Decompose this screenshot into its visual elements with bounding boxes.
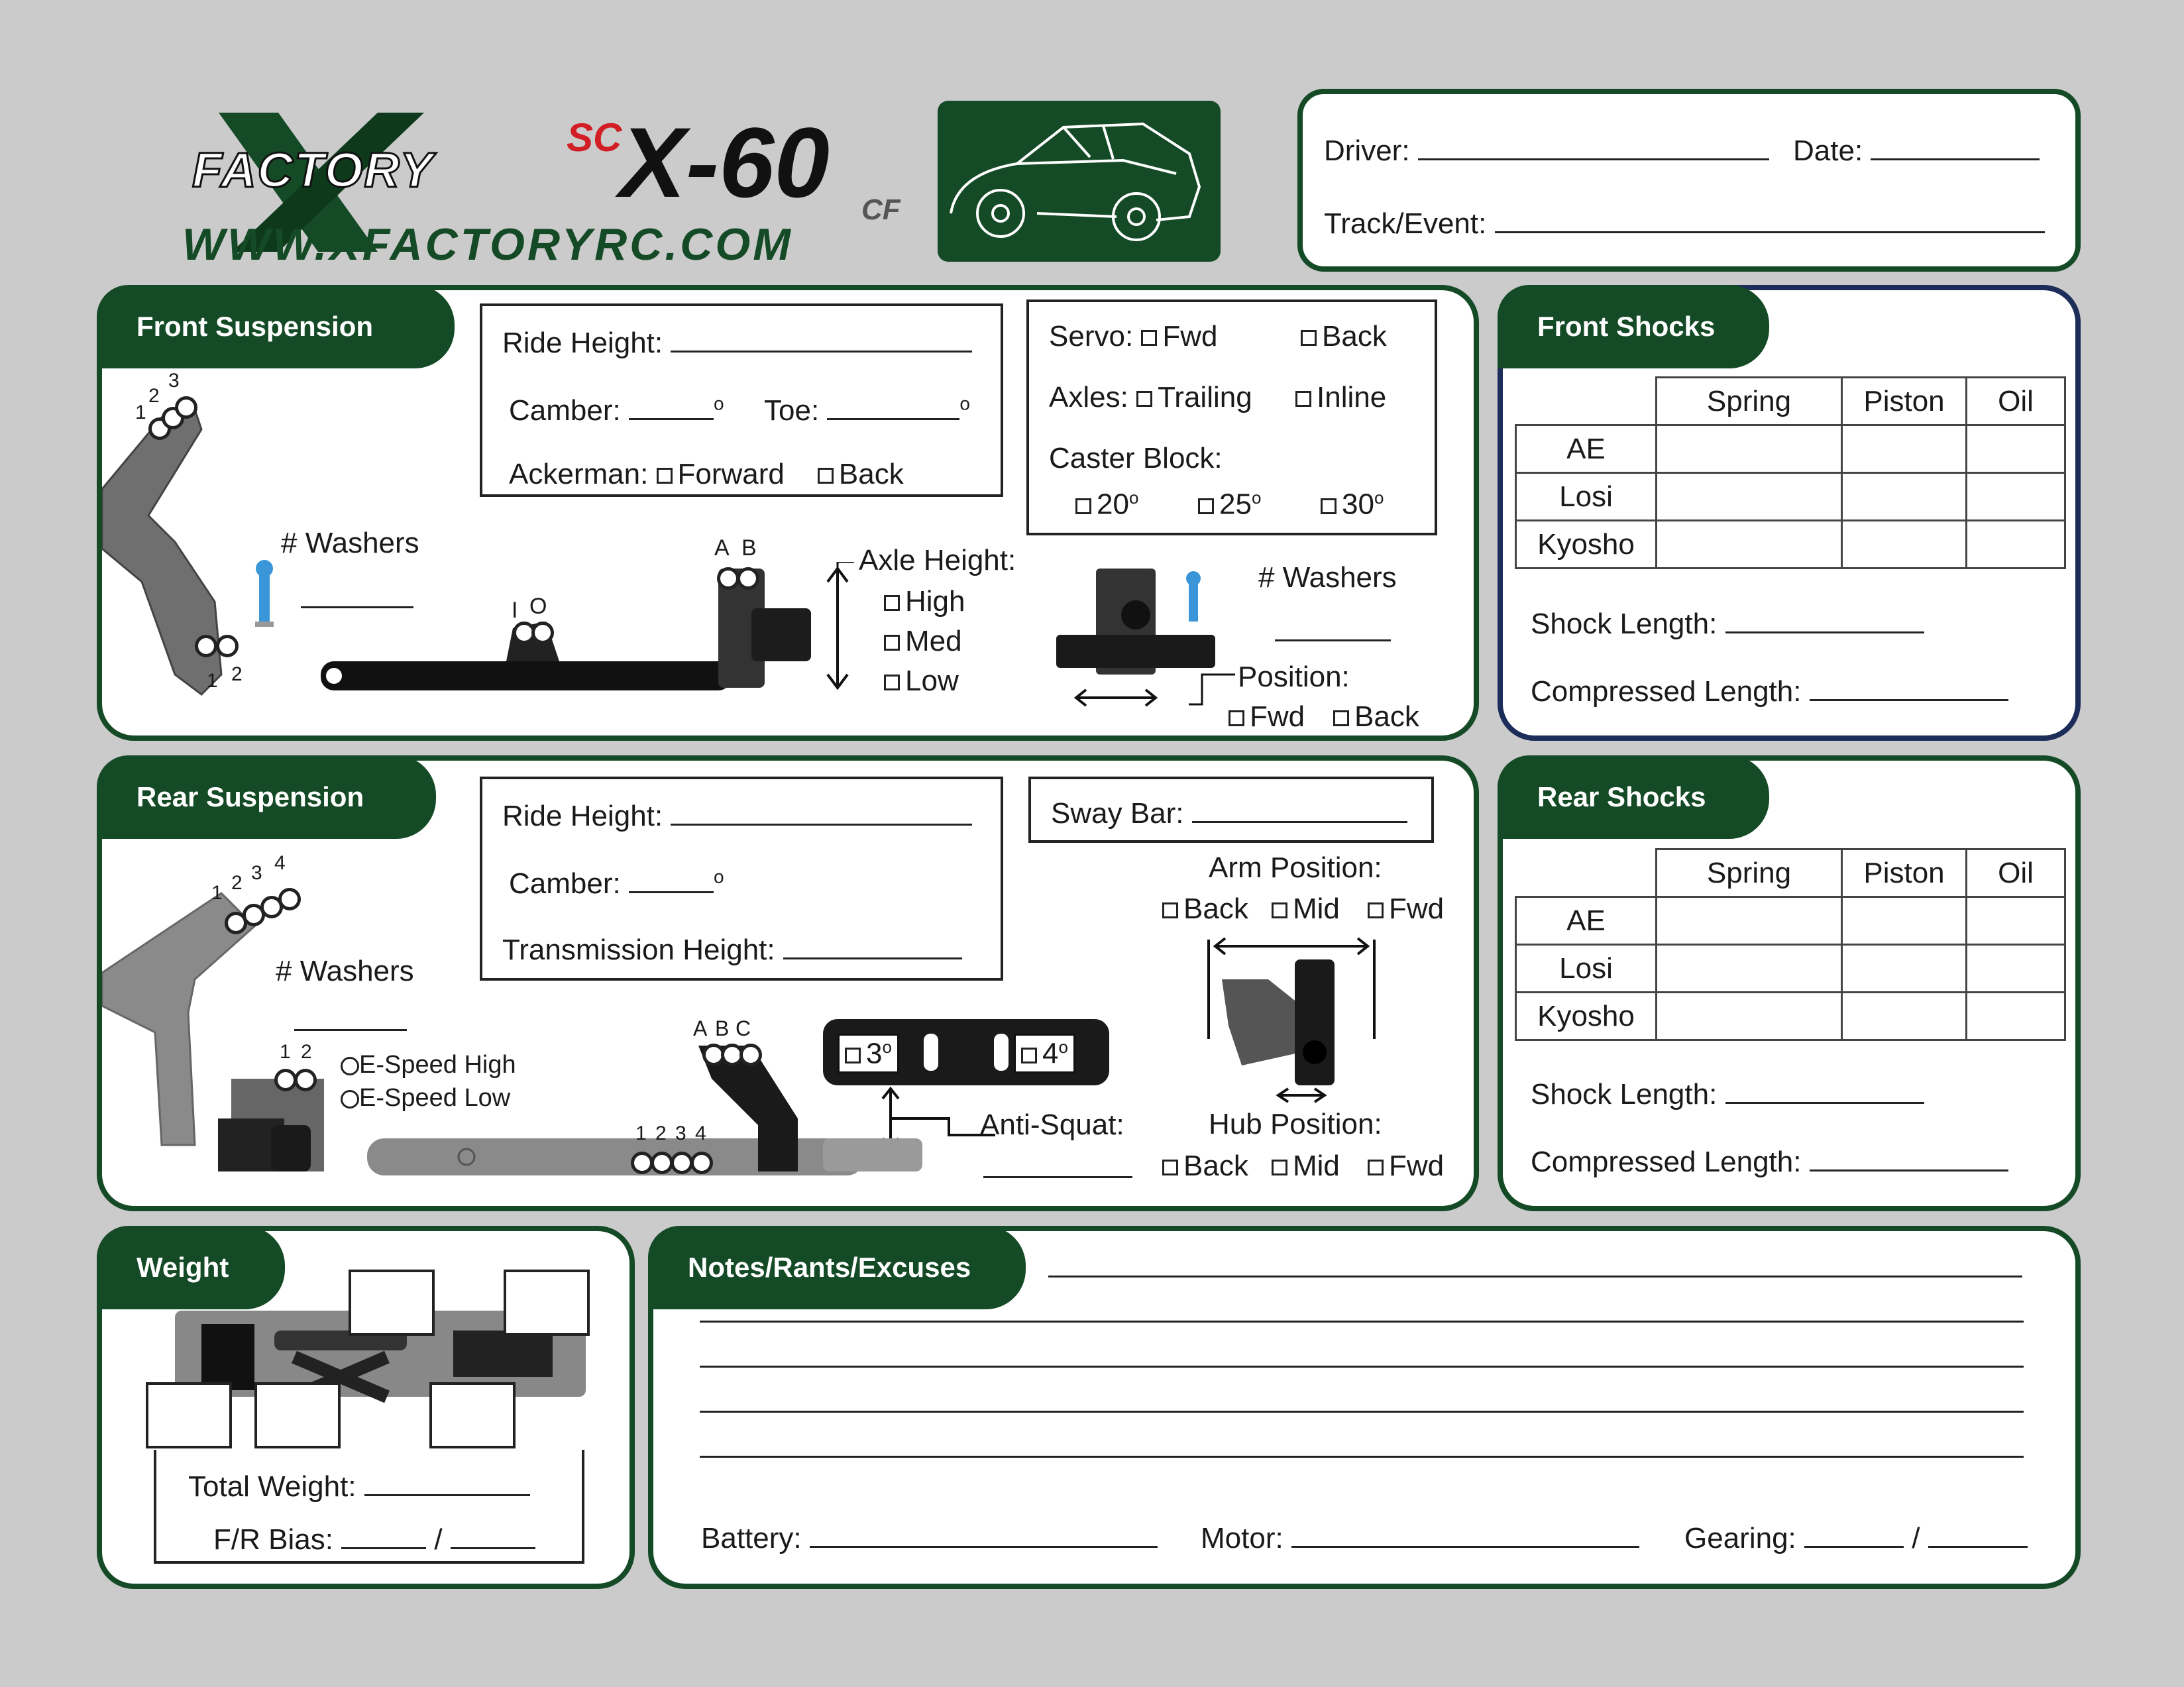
position-back-label: Back [1354, 700, 1419, 733]
trans-hole-2-label: 2 [301, 1041, 312, 1063]
servo-back-option [1301, 322, 1387, 351]
hub-hole-b [737, 567, 759, 590]
front-ride-height-field[interactable] [502, 326, 972, 358]
hub-b-label: B [741, 535, 757, 561]
axle-med-checkbox[interactable] [884, 635, 900, 651]
espeed-high-label: E-Speed High [359, 1051, 516, 1079]
sway-bar-box [1028, 777, 1434, 843]
front-servo-box [1026, 299, 1437, 535]
rear-tower-hole-4 [278, 888, 301, 910]
logo-model: X-60 [620, 107, 830, 218]
tower-hole-2-label: 2 [148, 385, 160, 407]
position-fwd-checkbox[interactable] [1228, 710, 1244, 726]
axle-med-option [884, 627, 962, 656]
anti-squat-slot [994, 1034, 1009, 1071]
ae-piston-cell[interactable] [1842, 425, 1967, 473]
arm-fwd-label: Fwd [1389, 893, 1445, 925]
arm-back-checkbox[interactable] [1162, 902, 1178, 918]
front-toe-label: Toe: [764, 394, 820, 427]
rear-shocks-title: Rear Shocks [1498, 755, 1769, 839]
track-field[interactable] [1324, 207, 2045, 239]
hub-back-option [1162, 1152, 1248, 1181]
anti-squat-4-option: 4$^o$ [1014, 1034, 1075, 1073]
rear-compressed-label: Compressed Length: [1531, 1146, 1802, 1178]
weight-box-bottom-center[interactable] [254, 1382, 341, 1448]
notes-line-5[interactable] [700, 1431, 2024, 1458]
axles-inline-checkbox[interactable] [1295, 391, 1311, 407]
tower-arm-hole-1-label: 1 [207, 670, 218, 692]
table-header-row [1516, 378, 2065, 425]
arm-mid-label: Mid [1293, 893, 1340, 925]
rear-suspension-panel [97, 755, 1479, 1211]
anti-squat-3-checkbox[interactable] [845, 1048, 861, 1063]
losi-oil-cell[interactable] [1967, 945, 2065, 993]
rear-tower-hole-3-label: 3 [251, 862, 262, 884]
col-spring: Spring [1657, 849, 1842, 897]
caster-30-label: 30 [1342, 488, 1374, 521]
ackerman-back-checkbox[interactable] [818, 468, 834, 484]
hub-mid-checkbox[interactable] [1272, 1160, 1287, 1175]
trans-height-label: Transmission Height: [502, 934, 775, 966]
bias-label: F/R Bias: [213, 1523, 333, 1556]
axle-high-label: High [905, 585, 965, 618]
hub-fwd-checkbox[interactable] [1368, 1160, 1384, 1175]
table-row [1516, 473, 2065, 521]
notes-line-1[interactable] [1048, 1251, 2022, 1278]
front-shocks-table [1515, 376, 2066, 569]
axle-high-option [884, 587, 965, 616]
table-row [1516, 425, 2065, 473]
rear-arm-hole-1 [631, 1152, 653, 1174]
tower-hole-1-label: 1 [135, 402, 146, 423]
hub-mid-option [1272, 1152, 1340, 1181]
losi-oil-cell[interactable] [1967, 473, 2065, 521]
rear-washers-label: # Washers [276, 955, 414, 987]
hub-mid-label: Mid [1293, 1150, 1340, 1182]
row-kyosho: Kyosho [1516, 521, 1657, 569]
kyosho-oil-cell[interactable] [1967, 521, 2065, 569]
logo-model-suffix: CF [861, 193, 901, 226]
gearing-slash: / [1912, 1522, 1920, 1554]
kyosho-spring-cell[interactable] [1657, 521, 1842, 569]
col-oil: Oil [1967, 849, 2065, 897]
hub-back-checkbox[interactable] [1162, 1160, 1178, 1175]
rear-ride-box [480, 777, 1003, 981]
front-suspension-panel [97, 285, 1479, 741]
rear-arm-icon [367, 1138, 884, 1185]
caster-25-label: 25 [1219, 488, 1252, 521]
degree-mark: o [959, 393, 970, 414]
ae-spring-cell[interactable] [1657, 897, 1842, 945]
servo-back-label: Back [1322, 320, 1387, 353]
caster-25-checkbox[interactable] [1198, 498, 1214, 514]
row-kyosho: Kyosho [1516, 993, 1657, 1040]
axle-height-arrow-icon [818, 562, 857, 694]
trans-hole-2 [294, 1069, 317, 1091]
motor-field[interactable] [1201, 1521, 1639, 1553]
caster-20-checkbox[interactable] [1075, 498, 1091, 514]
front-washers-label: # Washers [281, 527, 419, 559]
driver-label: Driver: [1324, 135, 1410, 167]
arm-hole-o [531, 622, 554, 644]
axles-trailing-label: Trailing [1158, 381, 1252, 413]
rear-ride-height-field[interactable] [502, 799, 972, 831]
caster-label: Caster Block: [1049, 442, 1223, 474]
espeed-low-option [341, 1085, 510, 1111]
losi-piston-cell[interactable] [1842, 473, 1967, 521]
arm-mid-checkbox[interactable] [1272, 902, 1287, 918]
degree-mark: o [713, 393, 724, 414]
front-ride-height-label: Ride Height: [502, 327, 663, 359]
kyosho-piston-cell[interactable] [1842, 993, 1967, 1040]
arm-o-label: O [529, 594, 547, 619]
rear-compressed-field[interactable] [1531, 1145, 2008, 1177]
losi-spring-cell[interactable] [1657, 473, 1842, 521]
front-camber-label: Camber: [509, 394, 621, 427]
arm-i-label: I [512, 598, 518, 623]
col-piston: Piston [1842, 849, 1967, 897]
logo-url: WWW.XFACTORYRC.COM [182, 219, 793, 270]
table-row [1516, 521, 2065, 569]
battery-label: Battery: [701, 1522, 802, 1554]
rear-hub-icon [1202, 933, 1401, 1105]
rear-washers-line[interactable] [294, 1005, 407, 1031]
driver-field[interactable] [1324, 134, 1769, 166]
caster-20-option: 20$^o$ [1075, 489, 1138, 519]
position-back-option [1333, 702, 1419, 732]
table-row [1516, 897, 2065, 945]
rear-tower-hole-2-label: 2 [231, 872, 243, 894]
front-shock-tower-icon [102, 383, 261, 701]
front-ackerman-field [509, 460, 904, 489]
caster-20-label: 20 [1097, 488, 1129, 521]
axle-high-checkbox[interactable] [884, 595, 900, 611]
motor-label: Motor: [1201, 1522, 1283, 1554]
ackerman-forward-checkbox[interactable] [657, 468, 673, 484]
rear-shocks-table [1515, 848, 2066, 1041]
rear-suspension-title: Rear Suspension [97, 755, 436, 839]
servo-back-checkbox[interactable] [1301, 330, 1317, 346]
col-spring: Spring [1657, 378, 1842, 425]
front-washers-label-2: # Washers [1258, 561, 1397, 594]
table-row [1516, 945, 2065, 993]
ae-oil-cell[interactable] [1967, 425, 2065, 473]
rear-hub-a-label: A [693, 1016, 708, 1040]
arm-back-label: Back [1183, 893, 1248, 925]
espeed-high-option [341, 1052, 516, 1077]
battery-field[interactable] [701, 1521, 1158, 1553]
front-toe-field[interactable] [764, 394, 970, 425]
ae-spring-cell[interactable] [1657, 425, 1842, 473]
anti-squat-label: Anti-Squat: [980, 1109, 1124, 1141]
axles-label: Axles: [1049, 381, 1128, 413]
rear-arm-hole-2-label: 2 [655, 1122, 667, 1144]
axles-field [1049, 383, 1252, 412]
rear-arm-hole-2 [651, 1152, 673, 1174]
table-header-row [1516, 849, 2065, 897]
front-compressed-label: Compressed Length: [1531, 675, 1802, 708]
row-ae: AE [1516, 897, 1657, 945]
rear-hub-c-label: C [736, 1016, 751, 1040]
espeed-low-radio[interactable] [341, 1090, 359, 1109]
date-label: Date: [1793, 135, 1863, 167]
axle-height-label: Axle Height: [859, 544, 1016, 576]
arm-position-label: Arm Position: [1209, 851, 1382, 884]
rear-hub-b-label: B [715, 1016, 730, 1040]
position-leader-line [1189, 668, 1235, 708]
driver-panel [1297, 89, 2081, 272]
arm-fwd-option [1368, 895, 1444, 924]
ball-stud-icon [251, 559, 278, 631]
weight-box-top-right[interactable] [504, 1270, 590, 1336]
table-row [1516, 993, 2065, 1040]
hub-hole-a [717, 567, 739, 590]
anti-squat-4-checkbox[interactable] [1021, 1048, 1037, 1063]
total-weight-label: Total Weight: [188, 1470, 356, 1503]
axle-low-checkbox[interactable] [884, 675, 900, 690]
position-fwd-label: Fwd [1250, 700, 1305, 733]
axles-trailing-checkbox[interactable] [1136, 391, 1152, 407]
weight-box-bottom-right[interactable] [429, 1382, 516, 1448]
position-fwd-option [1228, 702, 1305, 732]
rear-arm-hole-1-label: 1 [635, 1122, 647, 1144]
kyosho-piston-cell[interactable] [1842, 521, 1967, 569]
notes-line-3[interactable] [700, 1341, 2024, 1368]
hub-back-label: Back [1183, 1150, 1248, 1182]
tower-arm-hole-2-label: 2 [231, 663, 243, 685]
anti-squat-3-label: 3 [866, 1037, 883, 1070]
tower-hole-3-label: 3 [168, 370, 180, 392]
tower-hole-3 [175, 396, 197, 419]
servo-fwd-label: Fwd [1162, 320, 1218, 353]
rear-camber-label: Camber: [509, 867, 621, 900]
rear-tower-hole-1-label: 1 [211, 882, 223, 904]
caster-30-option: 30$^o$ [1321, 489, 1384, 519]
tower-arm-hole-1 [195, 635, 217, 657]
servo-fwd-checkbox[interactable] [1141, 330, 1157, 346]
ae-oil-cell[interactable] [1967, 897, 2065, 945]
trans-height-field[interactable] [502, 933, 962, 965]
anti-squat-slot [924, 1034, 938, 1071]
weight-box-top-center[interactable] [349, 1270, 435, 1336]
notes-panel [648, 1226, 2081, 1589]
trans-hole-1 [274, 1069, 297, 1091]
ackerman-back-label: Back [838, 458, 904, 490]
front-camber-field[interactable] [509, 394, 724, 425]
losi-spring-cell[interactable] [1657, 945, 1842, 993]
ae-piston-cell[interactable] [1842, 897, 1967, 945]
front-ride-box [480, 303, 1003, 497]
weight-panel [97, 1226, 635, 1589]
front-shock-length-label: Shock Length: [1531, 608, 1718, 640]
axles-inline-label: Inline [1317, 381, 1387, 413]
weight-box-bottom-left[interactable] [146, 1382, 232, 1448]
bias-slash: / [434, 1523, 443, 1556]
date-field[interactable] [1793, 134, 2040, 166]
rear-shocks-panel [1498, 755, 2081, 1211]
rear-tower-hole-4-label: 4 [274, 852, 286, 874]
notes-line-2[interactable] [700, 1296, 2024, 1323]
col-oil: Oil [1967, 378, 2065, 425]
rear-ride-height-label: Ride Height: [502, 800, 663, 832]
caster-25-option: 25$^o$ [1198, 489, 1261, 519]
axles-inline-option [1295, 383, 1386, 412]
logo [179, 99, 928, 272]
hub-fwd-label: Fwd [1389, 1150, 1445, 1182]
row-ae: AE [1516, 425, 1657, 473]
gearing-label: Gearing: [1684, 1522, 1796, 1554]
axle-low-option [884, 667, 959, 696]
col-piston: Piston [1842, 378, 1967, 425]
front-shocks-title: Front Shocks [1498, 285, 1769, 368]
espeed-high-radio[interactable] [341, 1057, 359, 1075]
rear-arm-hole-3 [671, 1152, 693, 1174]
trans-hole-1-label: 1 [280, 1041, 291, 1063]
hub-position-label: Hub Position: [1209, 1108, 1382, 1140]
losi-piston-cell[interactable] [1842, 945, 1967, 993]
position-back-checkbox[interactable] [1333, 710, 1349, 726]
position-label: Position: [1238, 661, 1350, 693]
rear-arm-hole-4-label: 4 [695, 1122, 706, 1144]
rear-camber-field[interactable] [509, 867, 724, 898]
bias-field[interactable] [213, 1523, 535, 1554]
front-washers-line-2[interactable] [1275, 615, 1391, 641]
gearing-field[interactable] [1684, 1521, 2028, 1553]
anti-squat-pad [823, 1138, 922, 1171]
rear-shock-length-field[interactable] [1531, 1077, 1924, 1109]
degree-mark: o [713, 866, 724, 887]
axle-med-label: Med [905, 625, 962, 657]
kyosho-spring-cell[interactable] [1657, 993, 1842, 1040]
front-shock-length-field[interactable] [1531, 607, 1924, 639]
front-ackerman-label: Ackerman: [509, 458, 649, 490]
ackerman-forward-label: Forward [677, 458, 785, 490]
caster-30-checkbox[interactable] [1321, 498, 1337, 514]
servo-label: Servo: [1049, 320, 1134, 353]
weight-title: Weight [97, 1226, 285, 1309]
rear-shock-length-label: Shock Length: [1531, 1078, 1718, 1111]
sway-bar-field[interactable] [1051, 796, 1407, 828]
anti-squat-4-label: 4 [1042, 1037, 1059, 1070]
track-label: Track/Event: [1324, 207, 1487, 240]
logo-model-prefix: SC [567, 115, 622, 160]
front-suspension-title: Front Suspension [97, 285, 455, 368]
arm-fwd-checkbox[interactable] [1368, 902, 1384, 918]
arm-back-option [1162, 895, 1248, 924]
row-losi: Losi [1516, 945, 1657, 993]
servo-field [1049, 322, 1218, 351]
anti-squat-line[interactable] [983, 1152, 1132, 1178]
front-washers-line[interactable] [301, 582, 413, 608]
notes-title: Notes/Rants/Excuses [648, 1226, 1026, 1309]
truck-illustration [938, 101, 1221, 262]
logo-brand: FACTORY [192, 142, 434, 197]
hub-fwd-option [1368, 1152, 1444, 1181]
anti-squat-3-option: 3$^o$ [838, 1034, 899, 1073]
rear-arm-hole-3-label: 3 [675, 1122, 686, 1144]
row-losi: Losi [1516, 473, 1657, 521]
rear-hub-hole-c [739, 1044, 762, 1066]
front-compressed-field[interactable] [1531, 675, 2008, 706]
espeed-low-label: E-Speed Low [359, 1084, 511, 1112]
arm-mid-option [1272, 895, 1340, 924]
kyosho-oil-cell[interactable] [1967, 993, 2065, 1040]
front-shocks-panel [1498, 285, 2081, 741]
total-weight-field[interactable] [188, 1470, 530, 1501]
notes-line-4[interactable] [700, 1386, 2024, 1413]
hub-a-label: A [714, 535, 730, 561]
tower-arm-hole-2 [216, 635, 239, 657]
sway-bar-label: Sway Bar: [1051, 797, 1184, 830]
axle-low-label: Low [905, 665, 959, 697]
